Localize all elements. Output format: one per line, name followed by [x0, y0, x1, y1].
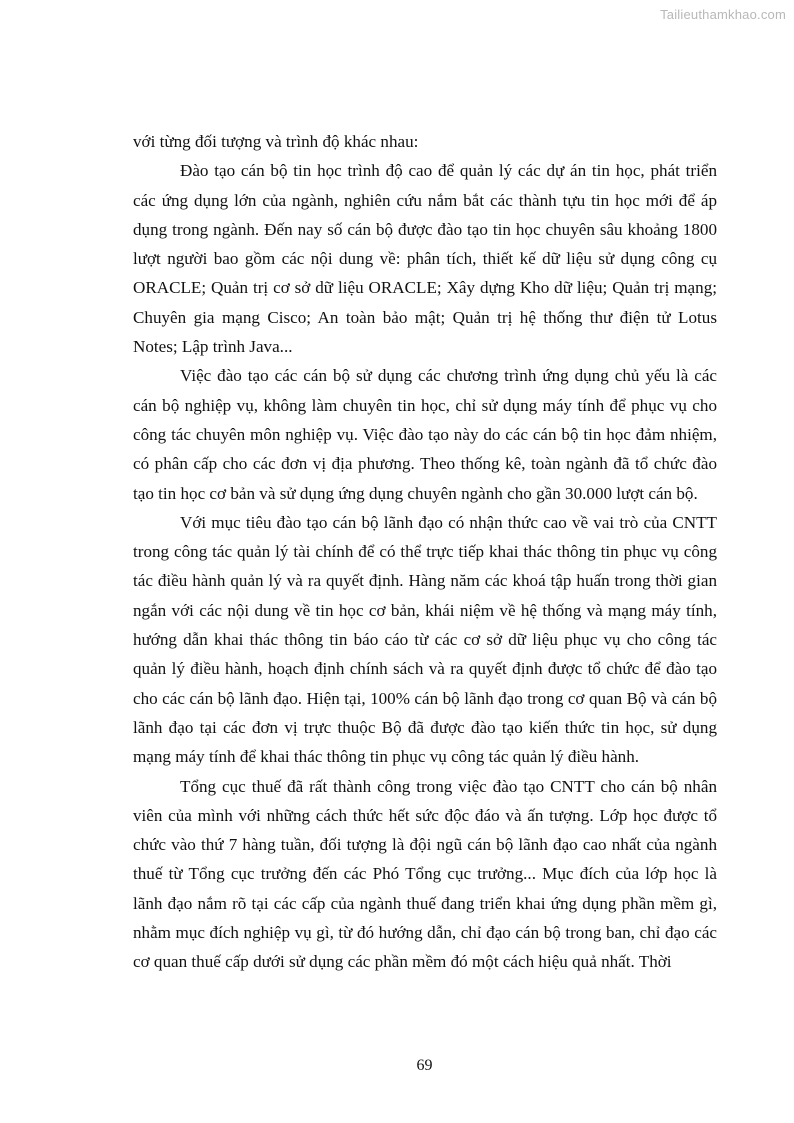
paragraph-advanced-training: Đào tạo cán bộ tin học trình độ cao để quản lý các dự án tin học, phát triển các ứng dụng lớn của ngành, nghiên cứu nắm bắt các thành tựu tin học mới để áp dụng trong ngành. Đến nay số cán bộ được đào tạo tin học chuyên sâu khoảng 1800 lượt người bao gồm các nội dung về: phân tích, thiết kế dữ liệu sử dụng công cụ ORACLE; Quản trị cơ sở dữ liệu ORACLE; Xây dựng Kho dữ liệu; Quản trị mạng; Chuyên gia mạng Cisco; An toàn bảo mật; Quản trị hệ thống thư điện tử Lotus Notes; Lập trình Java... — [133, 161, 717, 357]
paragraph-application-training: Việc đào tạo các cán bộ sử dụng các chương trình ứng dụng chủ yếu là các cán bộ nghiệp vụ, không làm chuyên tin học, chỉ sử dụng máy tính để phục vụ cho công tác chuyên môn nghiệp vụ. Việc đào tạo này do các cán bộ tin học đảm nhiệm, có phân cấp cho các đơn vị địa phương. Theo thống kê, toàn ngành đã tổ chức đào tạo tin học cơ bản và sử dụng ứng dụng chuyên ngành cho gần 30.000 lượt cán bộ. — [133, 366, 717, 503]
watermark-text: Tailieuthamkhao.com — [660, 7, 786, 22]
document-body — [133, 127, 717, 977]
paragraph-tax-department: Tổng cục thuế đã rất thành công trong việc đào tạo CNTT cho cán bộ nhân viên của mình với những cách thức hết sức độc đáo và ấn tượng. Lớp học được tổ chức vào thứ 7 hàng tuần, đối tượng là đội ngũ cán bộ lãnh đạo cao nhất của ngành thuế từ Tổng cục trưởng đến các Phó Tổng cục trưởng... Mục đích của lớp học là lãnh đạo nắm rõ tại các cấp của ngành thuế đang triển khai ứng dụng phần mềm gì, nhằm mục đích nghiệp vụ gì, từ đó hướng dẫn, chỉ đạo cán bộ trong ban, chỉ đạo các cơ quan thuế cấp dưới sử dụng các phần mềm đó một cách hiệu quả nhất. Thời — [133, 776, 717, 972]
paragraph-leadership-training: Với mục tiêu đào tạo cán bộ lãnh đạo có nhận thức cao về vai trò của CNTT trong công tác quản lý tài chính để có thể trực tiếp khai thác thông tin phục vụ công tác điều hành quản lý và ra quyết định. Hàng năm các khoá tập huấn trong thời gian ngắn với các nội dung về tin học cơ bản, khái niệm về hệ thống và mạng máy tính, hướng dẫn khai thác thông tin báo cáo từ các cơ sở dữ liệu phục vụ cho công tác quản lý điều hành, hoạch định chính sách và ra quyết định được tổ chức để đào tạo cho các cán bộ lãnh đạo. Hiện tại, 100% cán bộ lãnh đạo trong cơ quan Bộ và cán bộ lãnh đạo tại các đơn vị trực thuộc Bộ đã được đào tạo kiến thức tin học, sử dụng mạng máy tính để khai thác thông tin phục vụ công tác quản lý điều hành. — [133, 512, 717, 767]
paragraph-continuation: với từng đối tượng và trình độ khác nhau: — [133, 132, 419, 151]
page-number: 69 — [416, 1057, 433, 1074]
